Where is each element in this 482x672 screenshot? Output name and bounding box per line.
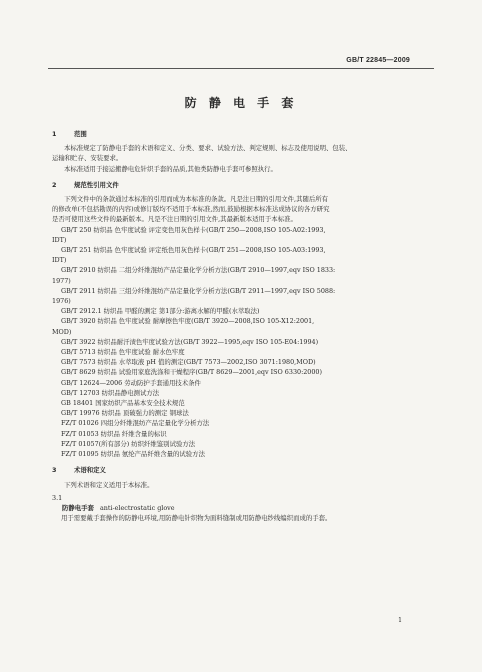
section-number: 2: [52, 180, 57, 189]
section-3-heading: [52, 465, 434, 475]
reference-item-continuation: IDT): [52, 235, 67, 244]
term-english: anti-electrostatic glove: [99, 503, 175, 512]
section-number: 1: [52, 130, 57, 138]
term-chinese: 防静电手套: [62, 503, 94, 512]
reference-item: FZ/T 01095 纺织品 氨纶产品纤维含量的试验方法: [61, 450, 205, 459]
reference-item: GB/T 2911 纺织品 三组分纤维混纺产品定量化学分析方法(GB/T 2911—1997,eqv ISO 5088:: [61, 286, 336, 295]
term-entry: [52, 503, 434, 513]
reference-item: FZ/T 01053 纺织品 纤维含量的标识: [61, 429, 167, 438]
reference-item: GB/T 5713 纺织品 色牢度试验 耐水色牢度: [61, 348, 185, 357]
reference-item: GB/T 7573 纺织品 水萃取液 pH 值的测定(GB/T 7573—2002,ISO 3071:1980,MOD): [61, 358, 316, 367]
reference-item-continuation: IDT): [52, 256, 67, 265]
reference-item: GB/T 2910 纺织品 二组分纤维混纺产品定量化学分析方法(GB/T 2910—1997,eqv ISO 1833:: [61, 266, 336, 275]
section-title: 术语和定义: [74, 466, 106, 475]
reference-item: GB/T 12703 纺织品静电测试方法: [61, 388, 160, 397]
reference-item: GB/T 3922 纺织品耐汗渍色牢度试验方法(GB/T 3922—1995,eqv ISO 105-E04:1994): [61, 337, 319, 346]
reference-item-continuation: MOD): [52, 327, 72, 336]
page-number: 1: [398, 617, 402, 624]
paragraph: 下列文件中的条款通过本标准的引用而成为本标准的条款。凡是注日期的引用文件,其随后所有: [64, 195, 329, 204]
document-title: 防 静 电 手 套: [184, 96, 298, 110]
reference-item: GB/T 3920 纺织品 色牢度试验 耐摩擦色牢度(GB/T 3920—2008,ISO 105-X12:2001,: [61, 317, 315, 326]
section-1-heading: [52, 129, 434, 139]
reference-item-continuation: 1977): [52, 276, 71, 285]
reference-item: GB/T 2912.1 纺织品 甲醛的测定 第1部分:游离水解的甲醛(水萃取法): [61, 307, 260, 316]
reference-item: GB/T 12624—2006 劳动防护手套通用技术条件: [61, 378, 201, 387]
paragraph: 本标准规定了防静电手套的术语和定义、分类、要求、试验方法、判定规则、标志及使用说明、包装、: [64, 144, 352, 153]
reference-item: GB/T 251 纺织品 色牢度试验 评定纸色用灰色样卡(GB/T 251—2008,ISO 105-A03:1993,: [61, 246, 326, 255]
reference-item: GB/T 250 纺织品 色牢度试验 评定变色用灰色样卡(GB/T 250—2008,ISO 105-A02:1993,: [61, 225, 326, 234]
section-title: 范围: [74, 130, 87, 138]
paragraph: 下列术语和定义适用于本标准。: [64, 480, 154, 489]
reference-item: GB/T 19976 纺织品 顶破强力的测定 钢球法: [61, 409, 189, 418]
document-body: [52, 126, 434, 523]
paragraph: 本标准适用于接运搬静电危针织手套的品质,其他类防静电手套可参照执行。: [64, 164, 277, 173]
standard-code: GB/T 22845—2009: [346, 57, 410, 64]
reference-item: GB/T 8629 纺织品 试验用家庭洗涤和干燥程序(GB/T 8629—2001,eqv ISO 6330:2000): [61, 368, 322, 377]
section-title: 规范性引用文件: [74, 180, 119, 189]
term-definition: 用于需要戴手套操作的防静电环境,用防静电针织物为面料缝制或用防静电纱线编织而成的手套。: [61, 514, 332, 523]
subclause-number: 3.1: [52, 493, 63, 502]
paragraph-continuation: 是否可使用这些文件的最新版本。凡是不注日期的引用文件,其最新版本适用于本标准。: [52, 215, 297, 224]
reference-item: GB 18401 国家纺织产品基本安全技术规范: [61, 399, 185, 408]
reference-item: FZ/T 01057(所有部分) 纺织纤维鉴别试验方法: [61, 439, 196, 448]
section-2-heading: [52, 180, 434, 190]
header-rule: [48, 68, 434, 69]
paragraph-continuation: 的修改单(不包括勘误的内容)或修订版均不适用于本标准,然而,鼓励根据本标准达成协议的各方研究: [52, 205, 330, 214]
reference-item: FZ/T 01026 四组分纤维混纺产品定量化学分析方法: [61, 419, 210, 428]
reference-item-continuation: 1976): [52, 297, 71, 306]
section-number: 3: [52, 466, 57, 475]
paragraph-continuation: 运输和贮存、安装要求。: [52, 154, 123, 163]
reference-list: [52, 225, 434, 460]
